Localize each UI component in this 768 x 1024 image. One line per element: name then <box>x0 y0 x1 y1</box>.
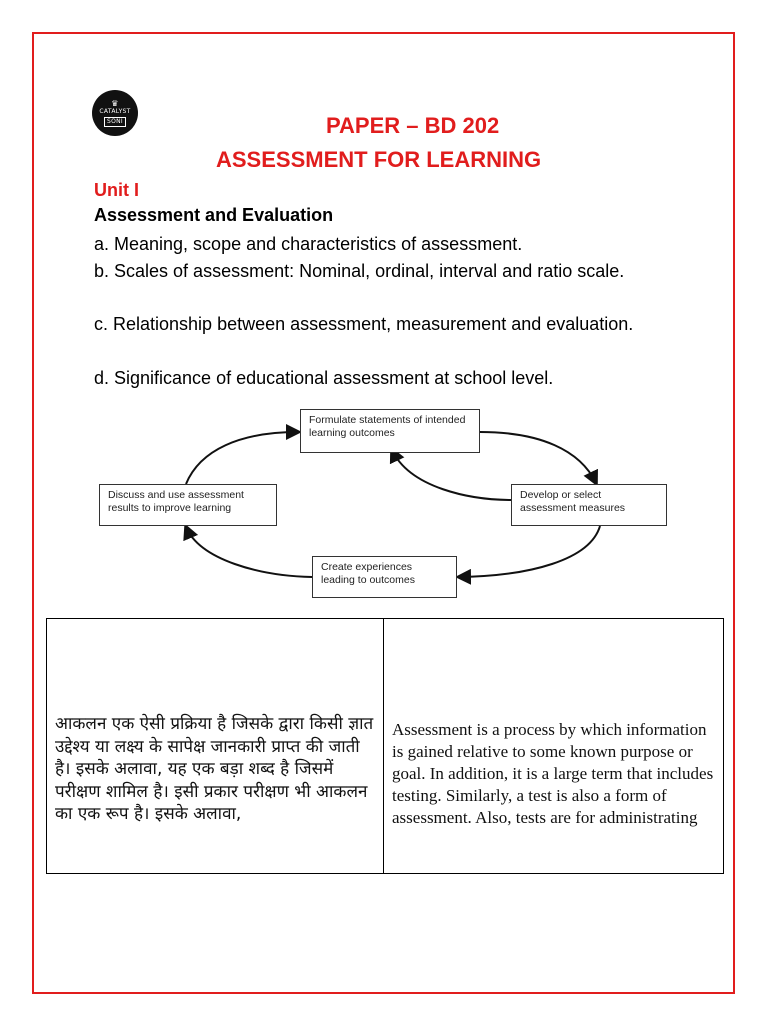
syllabus-item-b: b. Scales of assessment: Nominal, ordinal, interval and ratio scale. <box>94 261 625 281</box>
logo-line1: CATALYST <box>99 107 131 115</box>
diagram-box-create: Create experiences leading to outcomes <box>312 556 457 598</box>
catalyst-soni-logo <box>92 90 138 136</box>
logo-line2: SONI <box>104 117 126 127</box>
section-heading: Assessment and Evaluation <box>94 205 334 225</box>
syllabus-item-a: a. Meaning, scope and characteristics of assessment. <box>94 234 523 254</box>
diagram-box-formulate: Formulate statements of intended learning outcomes <box>300 409 480 453</box>
diagram-box-discuss: Discuss and use assessment results to improve learning <box>99 484 277 526</box>
hindi-text: आकलन एक ऐसी प्रक्रिया है जिसके द्वारा किसी ज्ञात उद्देश्य या लक्ष्य के सापेक्ष जानकारी प्राप्त की जाती है। इसके अलावा, यह एक बड़ा शब्द है जिसमें परीक्षण शामिल है। इसी प्रकार परीक्षण भी आकलन का एक रूप है। इसके अलावा, <box>55 714 374 824</box>
english-text: Assessment is a process by which information is gained relative to some known purpose or goal. In addition, it is a large term that includes testing. Similarly, a test is also a form of assessment. Also, tests are for administrating <box>392 720 714 827</box>
subject-title: ASSESSMENT FOR LEARNING <box>216 147 542 172</box>
syllabus-item-c: c. Relationship between assessment, measurement and evaluation. <box>94 314 634 334</box>
paper-code-title: PAPER – BD 202 <box>326 113 500 138</box>
crown-icon: ♛ <box>111 98 119 108</box>
syllabus-item-d: d. Significance of educational assessment at school level. <box>94 368 554 388</box>
bilingual-table <box>46 618 724 874</box>
english-cell <box>384 619 723 873</box>
diagram-box-develop: Develop or select assessment measures <box>511 484 667 526</box>
hindi-cell <box>47 619 384 873</box>
unit-label: Unit I <box>94 180 139 200</box>
